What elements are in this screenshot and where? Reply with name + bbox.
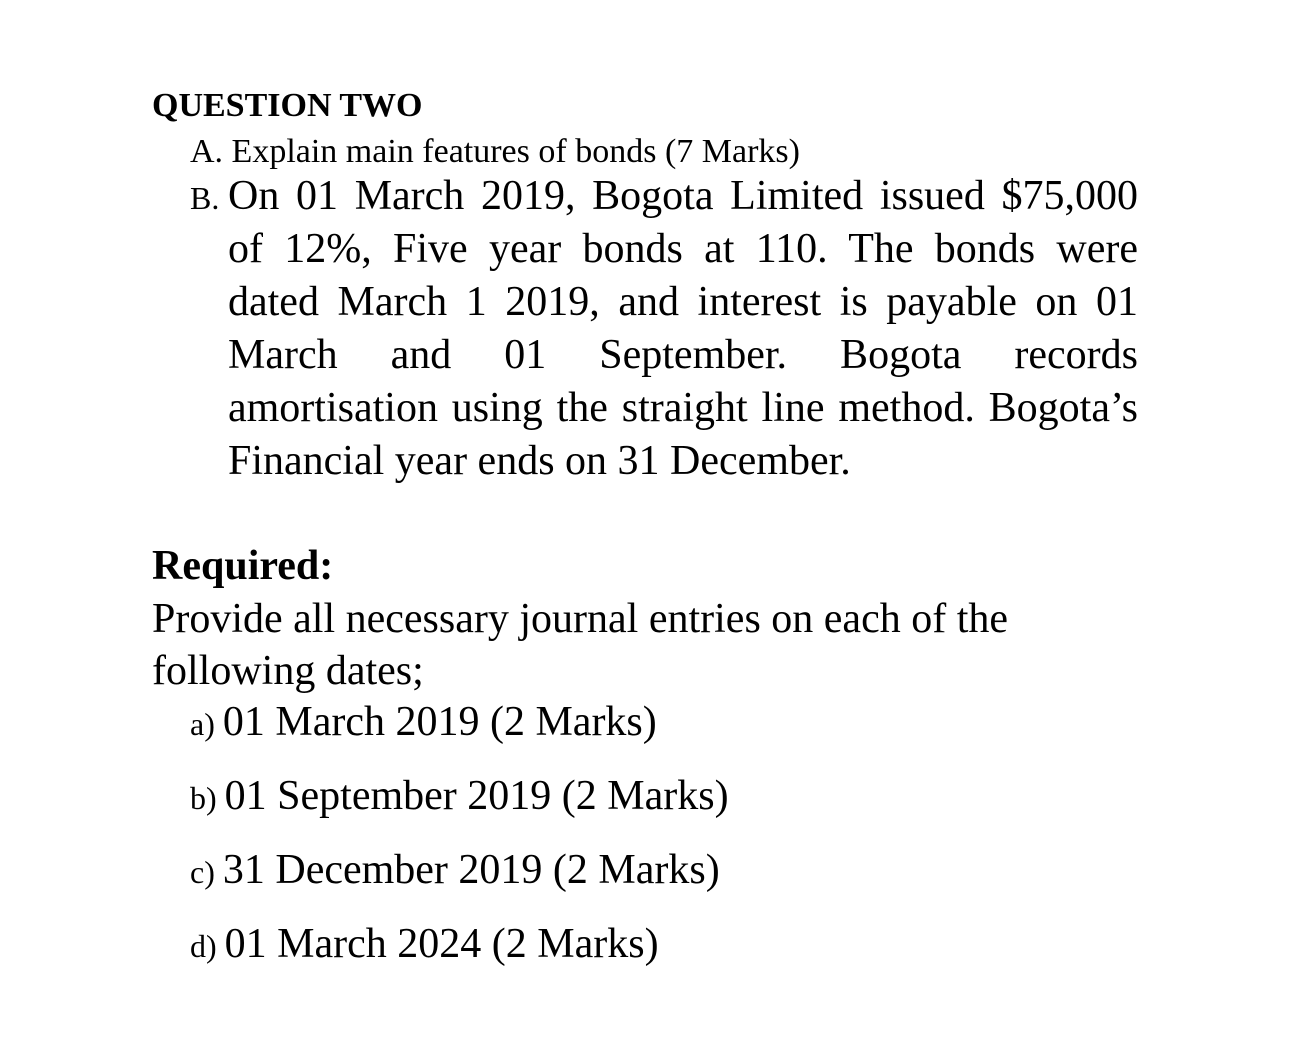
item-label: d) (190, 928, 217, 964)
instruction-text: Provide all necessary journal entries on each of the following dates; (152, 596, 1009, 694)
item-text: 31 December 2019 (2 Marks) (222, 847, 720, 893)
item-text: 01 September 2019 (2 Marks) (224, 773, 729, 819)
part-b-label: B. (190, 180, 220, 216)
item-text: 01 March 2019 (2 Marks) (222, 699, 657, 745)
required-heading: Required: (152, 543, 334, 589)
question-title: QUESTION TWO (152, 87, 423, 124)
list-item-d (190, 919, 659, 971)
part-a-text: A. Explain main features of bonds (7 Marks) (190, 133, 800, 170)
item-label: c) (190, 854, 215, 890)
list-item-b (190, 771, 729, 823)
part-b-text: On 01 March 2019, Bogota Limited issued $75,000 of 12%, Five year bonds at 110. The bonds were dated March 1 2019, and interest is payable on 01 March and 01 September. Bogota records amortisation using the straight line method. Bogota’s Financial year ends on 31 December. (228, 173, 1138, 484)
list-item-a (190, 697, 657, 749)
item-text: 01 March 2024 (2 Marks) (224, 921, 659, 967)
part-b-paragraph (190, 170, 1138, 488)
item-label: b) (190, 780, 217, 816)
item-label: a) (190, 706, 215, 742)
list-item-c (190, 845, 720, 897)
